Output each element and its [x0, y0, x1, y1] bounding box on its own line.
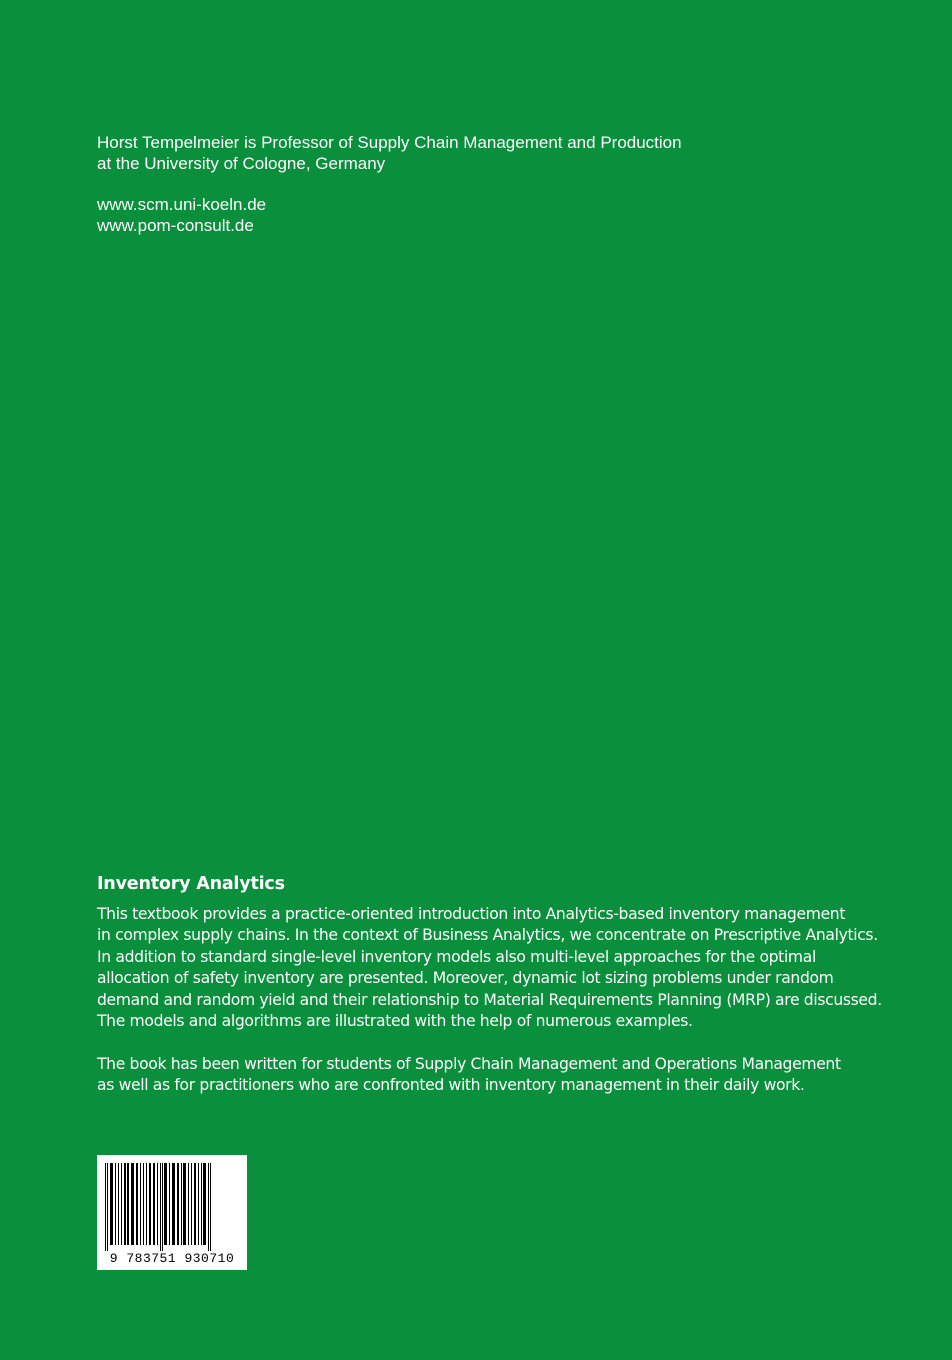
barcode-bar — [203, 1163, 206, 1245]
barcode-bar — [140, 1163, 141, 1245]
barcode-bar — [172, 1163, 175, 1245]
barcode-bar — [188, 1163, 189, 1245]
audience-line: The book has been written for students of Supply Chain Management and Operations Management — [97, 1054, 841, 1073]
author-links — [97, 194, 857, 236]
barcode-bar — [153, 1163, 155, 1245]
audience-line: as well as for practitioners who are confronted with inventory management in their daily work. — [97, 1076, 805, 1094]
barcode-bar — [124, 1163, 126, 1245]
barcode-bar — [157, 1163, 158, 1245]
author-bio-line-1: Horst Tempelmeier is Professor of Supply Chain Management and Production — [97, 133, 682, 152]
barcode-number: 9 783751 930710 — [109, 1251, 235, 1266]
barcode-bar — [146, 1163, 147, 1245]
barcode-bar — [198, 1163, 199, 1245]
description-line: in complex supply chains. In the context of Business Analytics, we concentrate on Prescriptive Analytics. — [97, 926, 878, 944]
barcode-bar — [118, 1163, 119, 1245]
barcode-bar — [194, 1163, 196, 1245]
barcode-bar — [162, 1163, 163, 1251]
barcode-bar — [169, 1163, 170, 1245]
barcode-bar — [143, 1163, 144, 1245]
book-description — [97, 904, 887, 1033]
description-line: This textbook provides a practice-oriented introduction into Analytics-based inventory management — [97, 904, 846, 923]
barcode-bar — [160, 1163, 161, 1251]
barcode-bar — [115, 1163, 116, 1245]
description-line: demand and random yield and their relationship to Material Requirements Planning (MRP) are discussed. — [97, 990, 882, 1009]
description-line: allocation of safety inventory are presented. Moreover, dynamic lot sizing problems under random — [97, 969, 834, 987]
barcode-bar — [107, 1163, 108, 1251]
author-bio — [97, 132, 857, 174]
barcode-bar — [177, 1163, 179, 1245]
barcode-bar — [201, 1163, 202, 1245]
barcode-bars — [97, 1155, 247, 1253]
barcode-bar — [121, 1163, 122, 1245]
barcode-bar — [149, 1163, 151, 1245]
barcode-bar — [191, 1163, 192, 1245]
barcode-bar — [136, 1163, 138, 1245]
barcode-bar — [110, 1163, 113, 1245]
barcode-bar — [181, 1163, 182, 1245]
book-audience — [97, 1054, 887, 1097]
website-link-pom[interactable]: www.pom-consult.de — [97, 216, 254, 235]
barcode-bar — [127, 1163, 129, 1245]
barcode-bar — [210, 1163, 211, 1251]
book-title: Inventory Analytics — [97, 874, 285, 894]
barcode-bar — [105, 1163, 106, 1251]
isbn-barcode — [97, 1155, 247, 1270]
barcode-bar — [183, 1163, 186, 1245]
description-line: The models and algorithms are illustrated with the help of numerous examples. — [97, 1012, 693, 1030]
description-line: In addition to standard single-level inventory models also multi-level approaches for the optimal — [97, 947, 816, 966]
book-info — [97, 874, 887, 1097]
author-bio-line-2: at the University of Cologne, Germany — [97, 154, 386, 173]
author-info — [97, 132, 857, 236]
website-link-scm[interactable]: www.scm.uni-koeln.de — [97, 195, 267, 214]
barcode-bar — [164, 1163, 167, 1245]
barcode-bar — [131, 1163, 134, 1245]
barcode-bar — [208, 1163, 209, 1251]
